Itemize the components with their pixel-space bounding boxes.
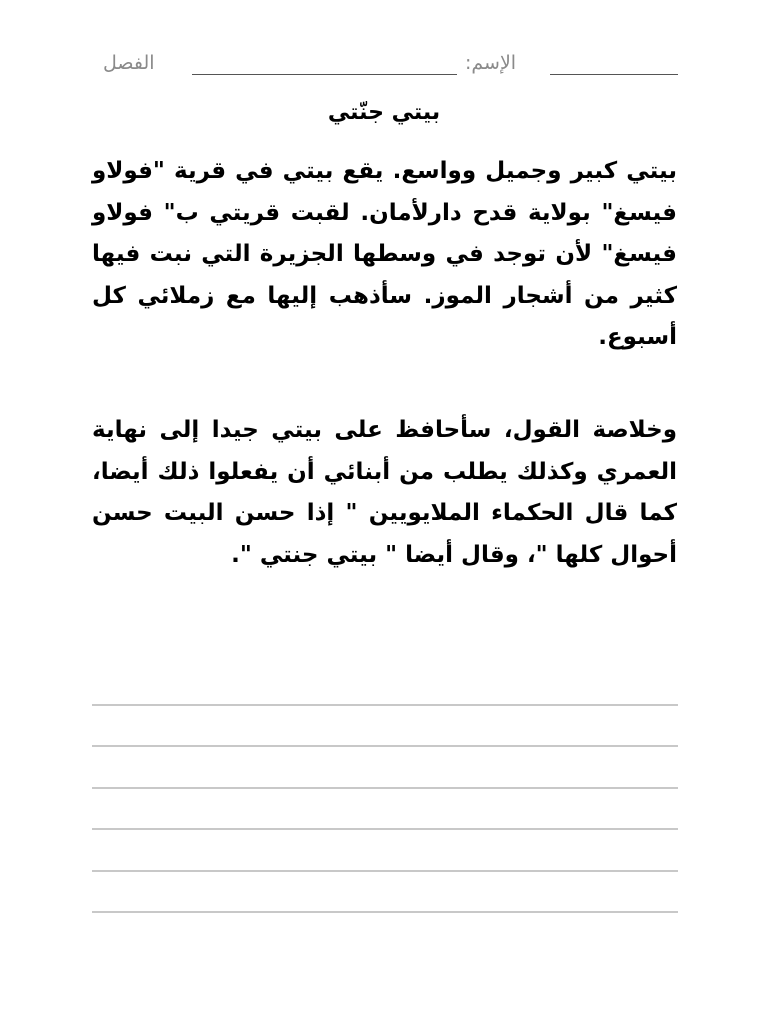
class-underline xyxy=(192,74,457,75)
writing-line xyxy=(92,787,678,789)
paragraph-1: بيتي كبير وجميل وواسع. يقع بيتي في قرية "فولاو فيسغ" بولاية قدح دارلأمان. لقبت قريتي ب" فولاو فيسغ" لأن توجد في وسطها الجزيرة التي نبت فيها كثير من أشجار الموز. سأذهب إليها مع زملائي كل أسبوع. xyxy=(92,158,677,350)
paragraph-2: وخلاصة القول، سأحافظ على بيتي جيدا إلى نهاية العمري وكذلك يطلب من أبنائي أن يفعلوا ذلك أيضا، كما قال الحكماء الملايويين " إذا حسن البيت حسن أحوال كلها "، وقال أيضا " بيتي جنتي ". xyxy=(92,417,677,568)
name-label: :الإسم xyxy=(465,52,517,74)
writing-line xyxy=(92,745,678,747)
document-title: بيتي جنّتي xyxy=(327,100,441,125)
writing-line xyxy=(92,911,678,913)
header-row xyxy=(95,50,680,80)
name-underline xyxy=(550,74,678,75)
writing-line xyxy=(92,704,678,706)
writing-line xyxy=(92,828,678,830)
class-label: الفصل xyxy=(103,52,155,74)
writing-line xyxy=(92,870,678,872)
